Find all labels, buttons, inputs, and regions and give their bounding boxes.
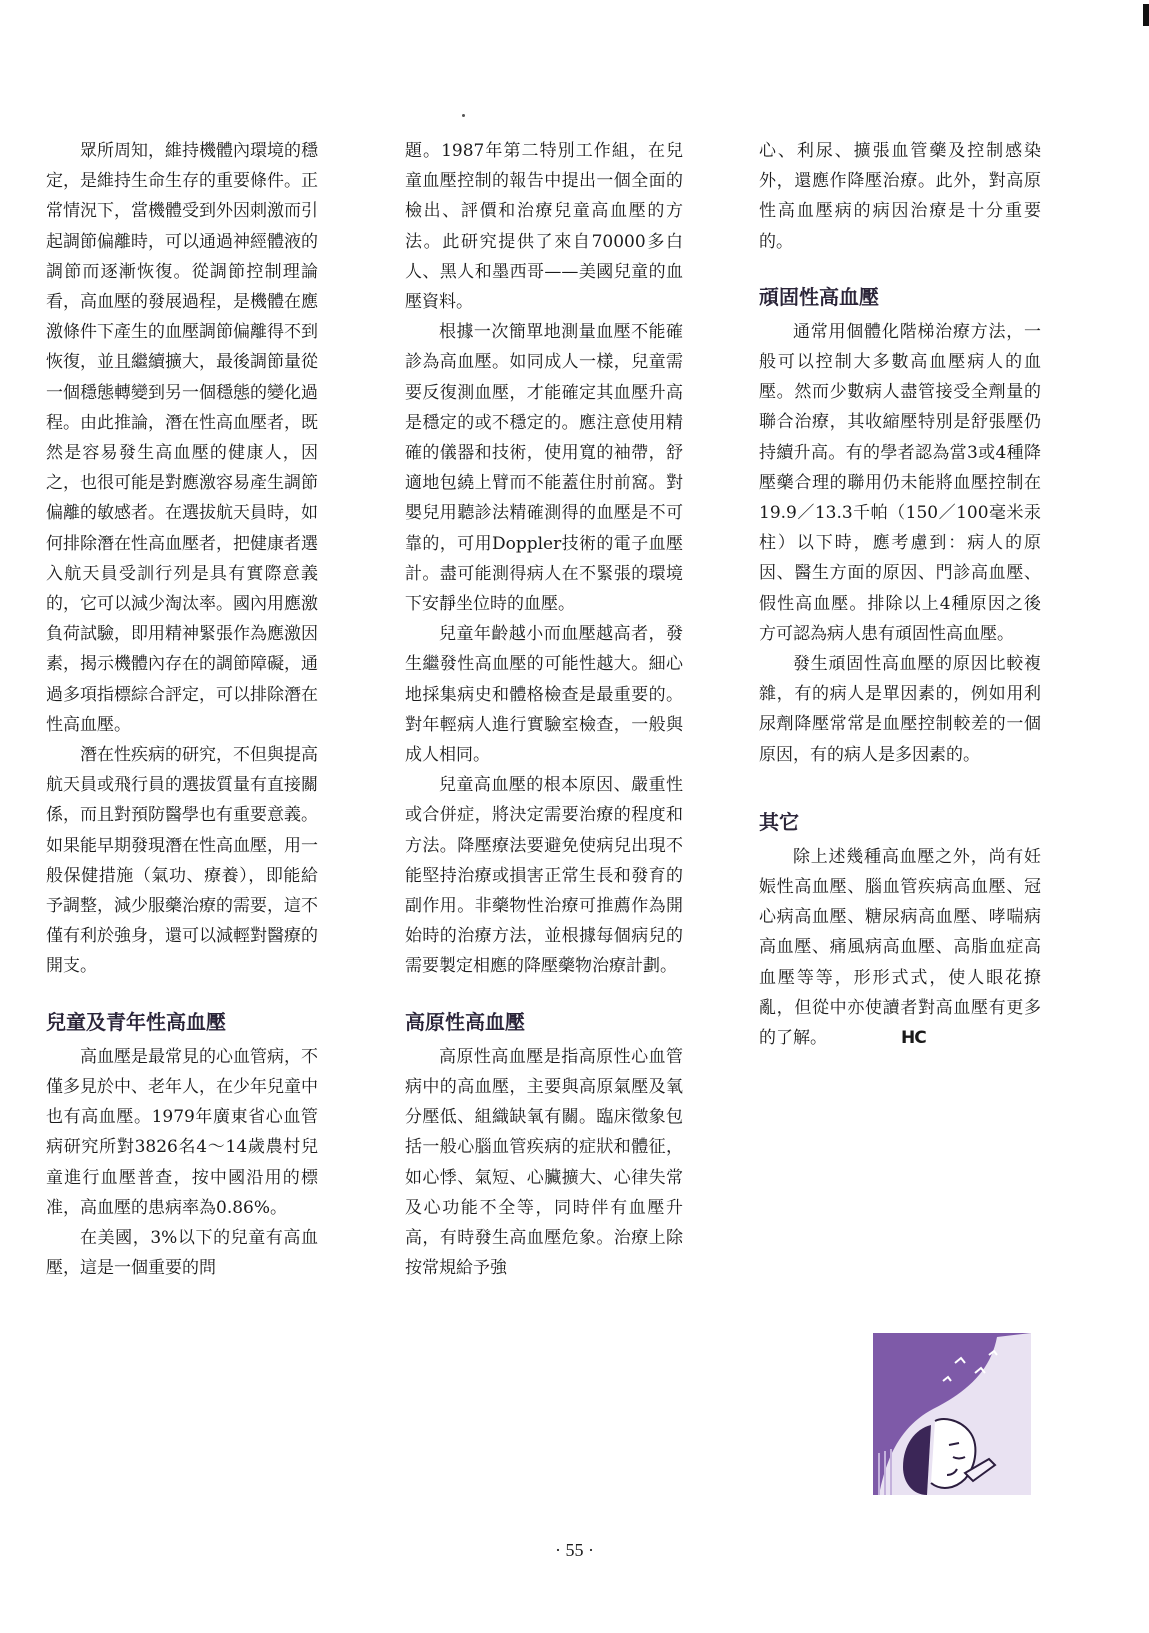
page-number: · 55 · — [555, 1540, 594, 1560]
woman-portrait-illustration — [873, 1333, 1031, 1495]
paragraph: 兒童高血壓的根本原因、嚴重性或合併症，將決定需要治療的程度和方法。降壓療法要避免使病兒出現不能堅持治療或損害正常生長和發育的副作用。非藥物性治療可推薦作為開始時的治療方法，並根據每個病兒的需要製定相應的降壓藥物治療計劃。 — [405, 775, 683, 977]
section-heading-refractory-hypertension: 頑固性高血壓 — [759, 284, 879, 309]
paragraph: 在美國，3%以下的兒童有高血壓，這是一個重要的問 — [46, 1227, 318, 1279]
author-signature: HC — [901, 1028, 926, 1049]
paragraph: 心、利尿、擴張血管藥及控制感染外，還應作降壓治療。此外，對高原性高血壓病的病因治療是十分重要的。 — [759, 141, 1041, 252]
paragraph — [759, 842, 1041, 1053]
paragraph: 潛在性疾病的研究，不但與提高航天員或飛行員的選拔質量有直接關係，而且對預防醫學也有重要意義。如果能早期發現潛在性高血壓，用一般保健措施（氣功、療養），即能給予調整，減少服藥治療的需要，這不僅有利於強身，還可以減輕對醫療的開支。 — [46, 745, 318, 977]
section-heading-others: 其它 — [759, 809, 799, 834]
paragraph: 眾所周知，維持機體內環境的穩定，是維持生命生存的重要條件。正常情況下，當機體受到外因刺激而引起調節偏離時，可以通過神經體液的調節而逐漸恢復。從調節控制理論看，高血壓的發展過程，是機體在應激條件下產生的血壓調節偏離得不到恢復，並且繼續擴大，最後調節量從一個穩態轉變到另一個穩態的變化過程。由此推論，潛在性高血壓者，既然是容易發生高血壓的健康人，因之，也很可能是對應激容易產生調節偏離的敏感者。在選拔航天員時，如何排除潛在性高血壓者，把健康者選入航天員受訓行列是具有實際意義的，它可以減少淘汰率。國內用應激負荷試驗，即用精神緊張作為應激因素，揭示機體內存在的調節障礙，通過多項指標綜合評定，可以排除潛在性高血壓。 — [46, 141, 318, 735]
column-2 — [405, 136, 683, 1283]
scan-edge-mark — [1143, 4, 1149, 26]
paragraph: 通常用個體化階梯治療方法，一般可以控制大多數高血壓病人的血壓。然而少數病人盡管接受全劑量的聯合治療，其收縮壓特別是舒張壓仍持續升高。有的學者認為當3或4種降壓藥合理的聯用仍未能將血壓控制在19.9／13.3千帕（150／100毫米汞柱）以下時，應考慮到：病人的原因、醫生方面的原因、門診高血壓、假性高血壓。排除以上4種原因之後方可認為病人患有頑固性高血壓。 — [759, 321, 1041, 644]
paragraph: 發生頑固性高血壓的原因比較複雜，有的病人是單因素的，例如用利尿劑降壓常常是血壓控制較差的一個原因，有的病人是多因素的。 — [759, 654, 1041, 765]
decorative-illustration — [873, 1333, 1031, 1495]
column-1 — [46, 136, 318, 1283]
scan-speck — [462, 114, 465, 117]
closing-text: 除上述幾種高血壓之外，尚有妊娠性高血壓、腦血管疾病高血壓、冠心病高血壓、糖尿病高血壓、哮喘病高血壓、痛風病高血壓、高脂血症高血壓等等，形形式式，使人眼花撩亂，但從中亦使讀者對高血壓有更多的了解。 — [759, 846, 1041, 1049]
column-3 — [759, 136, 1041, 1053]
paragraph: 高原性高血壓是指高原性心血管病中的高血壓，主要與高原氣壓及氧分壓低、組織缺氧有關。臨床徵象包括一般心腦血管疾病的症狀和體征，如心悸、氣短、心臟擴大、心律失常及心功能不全等，同時伴有血壓升高，有時發生高血壓危象。治療上除按常規給予強 — [405, 1046, 683, 1279]
paragraph: 根據一次簡單地測量血壓不能確診為高血壓。如同成人一樣，兒童需要反復測血壓，才能確定其血壓升高是穩定的或不穩定的。應注意使用精確的儀器和技術，使用寬的袖帶，舒適地包繞上臂而不能蓋住肘前窩。對嬰兒用聽診法精確測得的血壓是不可靠的，可用Doppler技術的電子血壓計。盡可能測得病人在不緊張的環境下安靜坐位時的血壓。 — [405, 322, 683, 615]
section-heading-youth-hypertension: 兒童及青年性高血壓 — [46, 1009, 226, 1034]
paragraph: 兒童年齡越小而血壓越高者，發生繼發性高血壓的可能性越大。細心地採集病史和體格檢查是最重要的。對年輕病人進行實驗室檢查，一般與成人相同。 — [405, 624, 683, 766]
paragraph: 高血壓是最常見的心血管病，不僅多見於中、老年人，在少年兒童中也有高血壓。1979年廣東省心血管病研究所對3826名4～14歲農村兒童進行血壓普查，按中國沿用的標准，高血壓的患病率為0.86%。 — [46, 1046, 318, 1218]
section-heading-altitude-hypertension: 高原性高血壓 — [405, 1009, 525, 1034]
paragraph: 題。1987年第二特別工作組，在兒童血壓控制的報告中提出一個全面的檢出、評價和治療兒童高血壓的方法。此研究提供了來自70000多白人、黑人和墨西哥——美國兒童的血壓資料。 — [405, 141, 683, 313]
